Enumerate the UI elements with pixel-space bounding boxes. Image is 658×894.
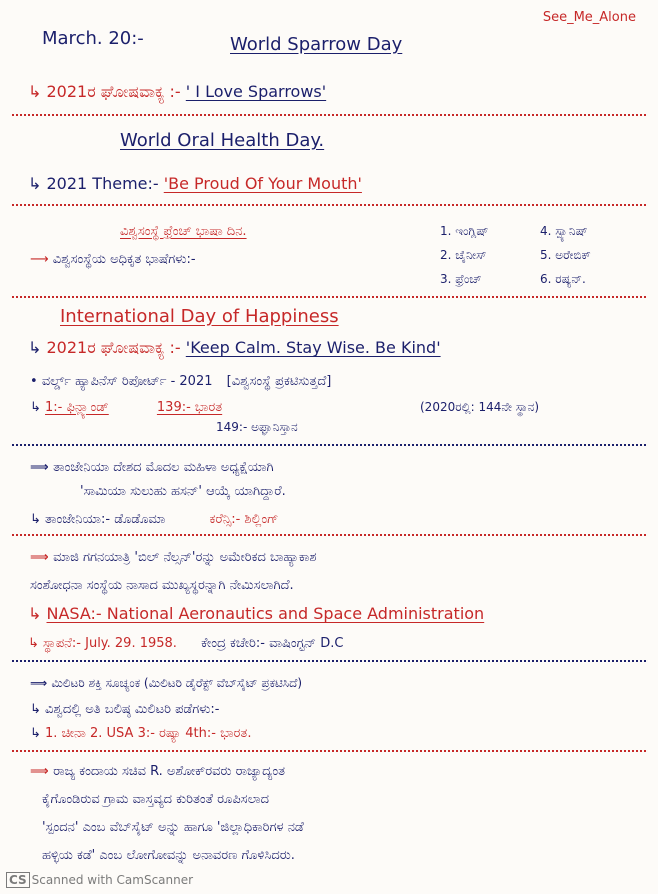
double-arrow-icon: ⟹ [30,676,52,690]
sparrow-theme-row [28,82,326,102]
tanzania-row-1: ⟹ ತಾಂಜೇನಿಯಾ ದೇಶದ ಮೊದಲ ಮಹಿಳಾ ಅಧ್ಯಕ್ಷೆಯಾಗಿ [30,460,274,475]
right-arrow-icon: ↳ [28,82,47,101]
double-arrow-icon: ⟹ [30,460,54,475]
un-lang-3: 3. ಫ್ರೆಂಚ್ [440,272,482,286]
double-arrow-icon: ⟹ [30,550,54,565]
happiness-title: International Day of Happiness [60,306,339,327]
tanzania-currency: ಕರೆನ್ಸಿ:- ಶಿಲ್ಲಿಂಗ್ [209,512,279,527]
nasa-hq: ಕೇಂದ್ರ ಕಚೇರಿ:- ವಾಷಿಂಗ್ಟನ್ D.C [201,636,344,651]
nasa-info-row [28,636,343,651]
sparrow-theme-prefix: 2021ರ ಘೋಷವಾಕ್ಯ :- [46,82,181,101]
un-languages-row [30,252,196,267]
right-arrow-icon: ↳ [28,604,47,623]
state-row-1: ⟹ ರಾಜ್ಯ ಕಂದಾಯ ಸಚಿವ R. ಅಶೋಕ್‌ರವರು ರಾಜ್ಯಾದ್ಯಂತ [30,764,286,779]
un-french-day: ವಿಶ್ವಸಂಸ್ಥೆ ಫ್ರೆಂಚ್ ಭಾಷಾ ದಿನ. [120,224,247,239]
tanzania-row-3 [30,512,278,527]
sparrow-title: World Sparrow Day [230,34,403,55]
un-lang-6: 6. ರಷ್ಯನ್. [540,272,586,286]
happiness-theme-prefix: 2021ರ ಘೋಷವಾಕ್ಯ :- [46,338,181,357]
nasa-row-1: ⟹ ಮಾಜಿ ಗಗನಯಾತ್ರಿ 'ಬಿಲ್ ನೆಲ್ಸನ್'ರನ್ನು ಅಮೇರಿಕದ ಬಾಹ್ಯಾಕಾಶ [30,550,317,565]
nasa-row-2: ಸಂಶೋಧನಾ ಸಂಸ್ಥೆಯ ನಾಸಾದ ಮುಖ್ಯಸ್ಥರನ್ನಾಗಿ ನೇಮಿಸಲಾಗಿದೆ. [30,578,294,593]
nasa-full-row [28,604,484,623]
watermark: See_Me_Alone [542,10,636,25]
right-arrow-icon: ↳ [30,702,46,717]
right-arrow-icon: ↳ [28,636,44,651]
separator [12,660,646,662]
sparrow-theme: ' I Love Sparrows' [185,82,327,101]
happiness-theme: 'Keep Calm. Stay Wise. Be Kind' [185,338,441,357]
happiness-report: ವರ್ಲ್ಡ್ ಹ್ಯಾಪಿನೆಸ್ ರಿಪೋರ್ಟ್ - 2021 [41,374,213,389]
right-arrow-icon: ↳ [30,400,46,415]
nasa-founded: ಸ್ಥಾಪನೆ:- July. 29. 1958. [43,636,177,651]
un-lang-2: 2. ಚೈನೀಸ್ [440,248,487,262]
military-ranks-row [30,726,251,741]
happiness-rank-row [30,400,222,415]
happiness-rank-1: 1:- ಫಿನ್ಲ್ಯಾಂಡ್ [45,400,109,415]
right-arrow-icon: ↳ [30,512,46,527]
separator [12,296,646,298]
camscanner-icon: CS [6,872,30,888]
oral-title: World Oral Health Day. [120,130,325,151]
tanzania-row-2: 'ಸಾಮಿಯಾ ಸುಲುಹು ಹಸನ್' ಆಯ್ಕೆ ಯಾಗಿದ್ದಾರೆ. [80,484,286,499]
un-languages-label: ವಿಶ್ವಸಂಸ್ಥೆಯ ಅಧಿಕೃತ ಭಾಷೆಗಳು:- [52,252,196,267]
military-ranks: 1. ಚೀನಾ 2. USA 3:- ರಷ್ಯಾ 4th:- ಭಾರತ. [45,726,252,741]
separator [12,204,646,206]
tanzania-capital: ತಾಂಜೇನಿಯಾ:- ಡೊಡೊಮಾ [45,512,166,527]
bullet-icon: • [30,374,42,389]
separator [12,750,646,752]
un-lang-4: 4. ಸ್ಪ್ಯಾನಿಷ್ [540,224,588,238]
separator [12,114,646,116]
oral-theme-row [28,174,362,193]
double-arrow-icon: ⟹ [30,764,54,779]
oral-theme-prefix: 2021 Theme:- [46,174,159,193]
state-row-4: ಹಳ್ಳಿಯ ಕಡೆ' ಎಂಬ ಲೋಗೋವನ್ನು ಅನಾವರಣ ಗೊಳಿಸಿದರು. [42,848,295,863]
un-lang-1: 1. ಇಂಗ್ಲಿಷ್ [440,224,489,238]
happiness-prev: (2020ರಲ್ಲಿ: 144ನೇ ಸ್ಥಾನ) [420,400,539,414]
nasa-full: NASA:- National Aeronautics and Space Administration [46,604,485,623]
happiness-rank-139: 139:- ಭಾರತ [156,400,223,415]
scanner-watermark: CS Scanned with CamScanner [6,872,193,888]
right-arrow-icon: ↳ [28,338,47,357]
military-row-2: ↳ ವಿಶ್ವದಲ್ಲಿ ಅತಿ ಬಲಿಷ್ಠ ಮಿಲಿಟರಿ ಪಡೆಗಳು:- [30,702,220,717]
right-arrow-icon: ↳ [30,726,46,741]
state-row-3: 'ಸ್ಪಂದನ' ಎಂಬ ವೆಬ್‌ಸೈಟ್ ಅನ್ನು ಹಾಗೂ 'ಜಿಲ್ಲಾಧಿಕಾರಿಗಳ ನಡೆ [42,820,304,835]
long-arrow-icon: ⟶ [30,252,53,267]
happiness-report-row [30,374,331,389]
military-row-1: ⟹ ಮಿಲಿಟರಿ ಶಕ್ತಿ ಸೂಚ್ಯಂಕ (ಮಿಲಿಟರಿ ಡೈರೆಕ್ಟ್ ವೆಬ್‌ಸೈಟ್ ಪ್ರಕಟಿಸಿದೆ) [30,676,303,690]
oral-theme: 'Be Proud Of Your Mouth' [163,174,362,193]
curved-arrow-icon: ↳ [28,174,47,193]
happiness-report-by: [ವಿಶ್ವಸಂಸ್ಥೆ ಪ್ರಕಟಿಸುತ್ತದೆ] [226,374,332,389]
separator [12,534,646,536]
un-lang-5: 5. ಅರೇಬಿಕ್ [540,248,591,262]
happiness-rank-149: 149:- ಅಫ್ಘಾನಿಸ್ತಾನ [216,420,298,434]
happiness-theme-row [28,338,441,358]
sparrow-date: March. 20:- [42,28,144,49]
state-row-2: ಕೈಗೊಂಡಿರುವ ಗ್ರಾಮ ವಾಸ್ತವ್ಯದ ಕುರಿತಂತೆ ರೂಪಿಸಲಾದ [42,792,269,807]
separator [12,444,646,446]
